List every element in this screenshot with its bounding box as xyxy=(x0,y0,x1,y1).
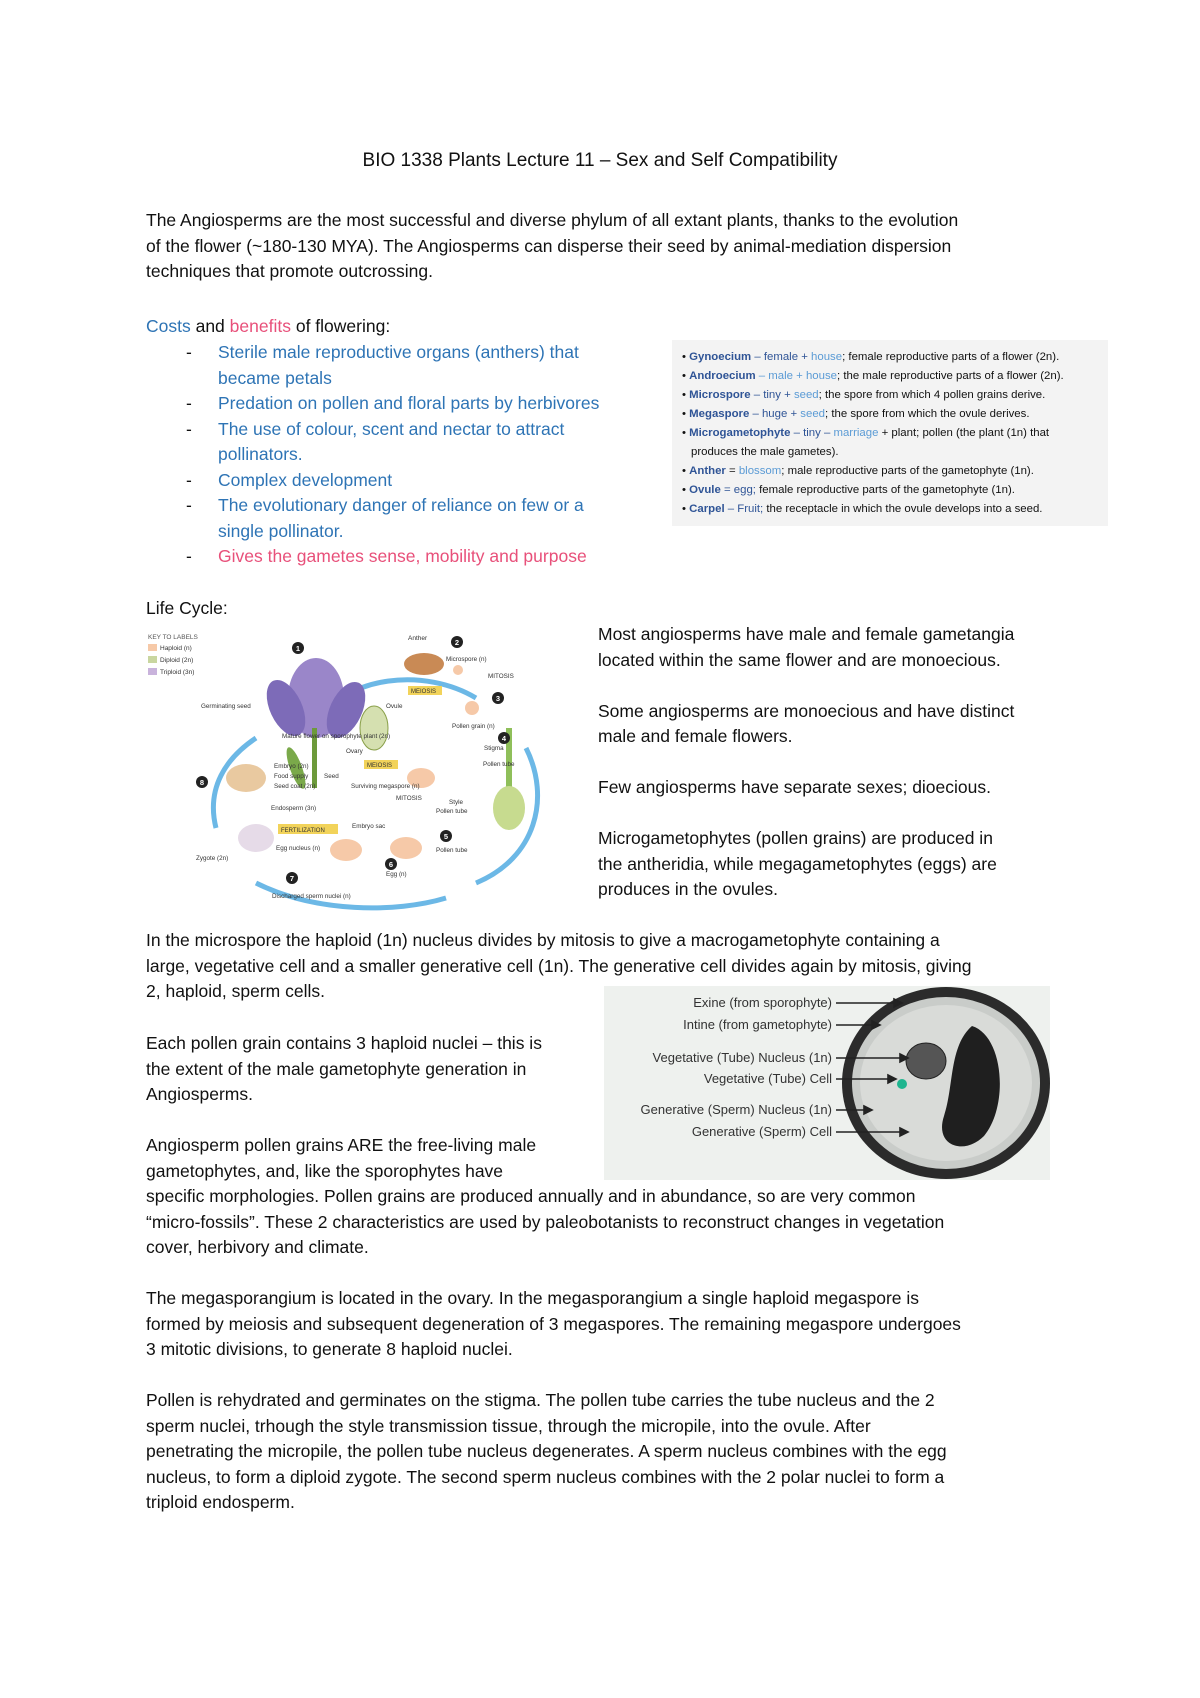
label: Surviving megaspore (n) xyxy=(351,783,420,790)
label: MITOSIS xyxy=(488,673,514,680)
glossary-row: produces the male gametes). xyxy=(691,446,839,458)
anther-illustration xyxy=(404,653,444,675)
seed-illustration xyxy=(226,764,266,792)
text-line: The megasporangium is located in the ovary. In the megasporangium a single haploid megaspore is xyxy=(146,1288,920,1308)
list-item: - Complex development xyxy=(186,469,393,490)
label: Egg (n) xyxy=(386,871,407,878)
list-item: - Predation on pollen and floral parts by herbivores xyxy=(186,393,600,413)
and-word: and xyxy=(190,316,230,336)
costs-list xyxy=(146,340,686,570)
label: Embryo sac xyxy=(352,823,386,830)
label: Discharged sperm nuclei (n) xyxy=(272,893,351,900)
text-line: cover, herbivory and climate. xyxy=(146,1237,369,1257)
label: Intine (from gametophyte) xyxy=(683,1017,832,1032)
key-title: KEY TO LABELS xyxy=(148,634,198,641)
intro-line: The Angiosperms are the most successful and diverse phylum of all extant plants, thanks to the evolution xyxy=(146,210,959,230)
text-line: sperm nuclei, trhough the style transmission tissue, through the micropile, into the ovule. After xyxy=(146,1415,871,1436)
step-number: 6 xyxy=(388,860,394,869)
glossary-row: • Megaspore – huge + seed; the spore from which the ovule derives. xyxy=(682,408,1030,420)
label: Seed coat (2n) xyxy=(274,783,316,790)
label: Ovary xyxy=(346,748,363,755)
document-title: BIO 1338 Plants Lecture 11 – Sex and Self Compatibility xyxy=(362,150,838,171)
key-label: Triploid (3n) xyxy=(160,669,195,676)
label: Seed xyxy=(324,773,339,780)
ovary-section-illustration xyxy=(493,786,525,830)
ovary-illustration xyxy=(360,706,388,750)
label: Germinating seed xyxy=(201,703,251,710)
label: Egg nucleus (n) xyxy=(276,845,321,852)
label: MEIOSIS xyxy=(367,763,393,769)
text-line: Pollen is rehydrated and germinates on the stigma. The pollen tube carries the tube nucleus and the 2 xyxy=(146,1390,935,1410)
text-line: 2, haploid, sperm cells. xyxy=(146,981,325,1001)
right-column-text xyxy=(598,622,1078,903)
list-item: - Sterile male reproductive organs (anthers) that became petals xyxy=(186,342,579,388)
vegetative-cell-marker xyxy=(897,1079,907,1089)
label: MEIOSIS xyxy=(411,689,437,695)
step-number: 4 xyxy=(501,734,507,743)
step-number: 2 xyxy=(454,638,460,647)
life-cycle-diagram xyxy=(146,628,576,918)
step-number: 1 xyxy=(295,644,301,653)
text-line: Microgametophytes (pollen grains) are produced in xyxy=(598,828,993,848)
text-line: the antheridia, while megagametophytes (eggs) are xyxy=(598,853,997,874)
text-line: “micro-fossils”. These 2 characteristics are used by paleobotanists to reconstruct changes in vegetation xyxy=(146,1211,945,1232)
text-line: Some angiosperms are monoecious and have distinct xyxy=(598,700,1015,721)
glossary-row: • Carpel – Fruit; the receptacle in which the ovule develops into a seed. xyxy=(682,503,1043,515)
heading-rest: of flowering: xyxy=(290,316,391,336)
label: Pollen grain (n) xyxy=(452,723,495,730)
costs-word: Costs xyxy=(146,316,191,336)
text-line: penetrating the micropile, the pollen tube nucleus degenerates. A sperm nucleus combines with the egg xyxy=(146,1441,947,1461)
text-line: Angiosperms. xyxy=(146,1084,253,1104)
label: Microspore (n) xyxy=(446,656,487,663)
intro-line: techniques that promote outcrossing. xyxy=(146,261,433,281)
benefits-word: benefits xyxy=(229,316,291,336)
label: FERTILIZATION xyxy=(281,828,325,834)
costs-heading xyxy=(146,314,390,340)
step-number: 3 xyxy=(495,694,501,703)
text-line: In the microspore the haploid (1n) nucleus divides by mitosis to give a macrogametophyte containing a xyxy=(146,930,940,950)
text-line: triploid endosperm. xyxy=(146,1492,295,1512)
glossary-row: • Microspore – tiny + seed; the spore from which 4 pollen grains derive. xyxy=(682,389,1046,401)
list-item: - The use of colour, scent and nectar to attract pollinators. xyxy=(186,418,565,464)
key-diploid-swatch xyxy=(148,656,157,663)
text-line: Angiosperm pollen grains ARE the free-living male xyxy=(146,1135,537,1155)
microspore-illustration xyxy=(453,665,463,675)
step-number: 8 xyxy=(199,778,205,787)
text-line: Few angiosperms have separate sexes; dioecious. xyxy=(598,777,991,797)
pollen-paragraph xyxy=(146,1031,586,1184)
label: Pollen tube xyxy=(436,847,468,854)
label: Stigma xyxy=(484,745,504,752)
text-line: 3 mitotic divisions, to generate 8 haploid nuclei. xyxy=(146,1339,513,1359)
step-number: 7 xyxy=(289,874,295,883)
text-line: specific morphologies. Pollen grains are produced annually and in abundance, so are very common xyxy=(146,1186,916,1206)
glossary-row: • Anther = blossom; male reproductive parts of the gametophyte (1n). xyxy=(682,465,1034,477)
glossary-box xyxy=(672,340,1108,526)
label: Ovule xyxy=(386,703,403,710)
label: Generative (Sperm) Nucleus (1n) xyxy=(640,1102,832,1117)
label: Exine (from sporophyte) xyxy=(693,995,832,1010)
label: Zygote (2n) xyxy=(196,855,229,862)
glossary-row: • Microgametophyte – tiny – marriage + plant; pollen (the plant (1n) that xyxy=(682,427,1050,439)
endosperm-illustration xyxy=(238,824,274,852)
pollen-grain-diagram xyxy=(604,986,1050,1180)
label: Embryo (2n) xyxy=(274,763,309,770)
key-label: Haploid (n) xyxy=(160,645,192,652)
label: Pollen tube xyxy=(436,808,468,815)
life-cycle-heading: Life Cycle: xyxy=(146,598,228,618)
label: Endosperm (3n) xyxy=(271,805,317,812)
intro-paragraph xyxy=(146,208,1066,285)
glossary-row: • Ovule = egg; female reproductive parts of the gametophyte (1n). xyxy=(682,484,1015,496)
vegetative-nucleus xyxy=(906,1043,946,1079)
glossary-row: • Gynoecium – female + house; female reproductive parts of a flower (2n). xyxy=(682,351,1060,363)
label: Anther xyxy=(408,635,428,642)
text-line: Each pollen grain contains 3 haploid nuclei – this is xyxy=(146,1033,542,1053)
label: Vegetative (Tube) Nucleus (1n) xyxy=(652,1050,832,1065)
text-line: nucleus, to form a diploid zygote. The second sperm nucleus combines with the 2 polar nuclei to form a xyxy=(146,1466,945,1487)
text-line: large, vegetative cell and a smaller generative cell (1n). The generative cell divides again by mitosis, giving xyxy=(146,955,972,976)
pollen-paragraph-continued xyxy=(146,1184,1086,1516)
text-line: located within the same flower and are monoecious. xyxy=(598,649,1001,670)
label: Vegetative (Tube) Cell xyxy=(703,1071,832,1086)
key-haploid-swatch xyxy=(148,644,157,651)
text-line: the extent of the male gametophyte generation in xyxy=(146,1058,527,1079)
text-line: male and female flowers. xyxy=(598,726,793,746)
list-item: - The evolutionary danger of reliance on few or a single pollinator. xyxy=(186,495,584,541)
text-line: gametophytes, and, like the sporophytes have xyxy=(146,1160,504,1181)
egg-illustration xyxy=(390,837,422,859)
step-number: 5 xyxy=(443,832,449,841)
label: Food supply xyxy=(274,773,309,780)
key-triploid-swatch xyxy=(148,668,157,675)
embryo-sac-illustration xyxy=(330,839,362,861)
intro-line: of the flower (~180-130 MYA). The Angiosperms can disperse their seed by animal-mediation dispersion xyxy=(146,235,952,256)
text-line: produces in the ovules. xyxy=(598,879,778,899)
glossary-row: • Androecium – male + house; the male reproductive parts of a flower (2n). xyxy=(682,370,1064,382)
text-line: Most angiosperms have male and female gametangia xyxy=(598,624,1015,644)
key-label: Diploid (2n) xyxy=(160,657,194,664)
label: Pollen tube xyxy=(483,761,515,768)
pollen-grain-illustration xyxy=(465,701,479,715)
label: Generative (Sperm) Cell xyxy=(691,1124,832,1139)
text-line: formed by meiosis and subsequent degeneration of 3 megaspores. The remaining megaspore undergoes xyxy=(146,1313,961,1334)
label: Style xyxy=(449,799,463,806)
label: MITOSIS xyxy=(396,795,422,802)
label: Mature flower on sporophyte plant (2n) xyxy=(282,733,391,740)
list-item: - Gives the gametes sense, mobility and purpose xyxy=(186,546,587,566)
